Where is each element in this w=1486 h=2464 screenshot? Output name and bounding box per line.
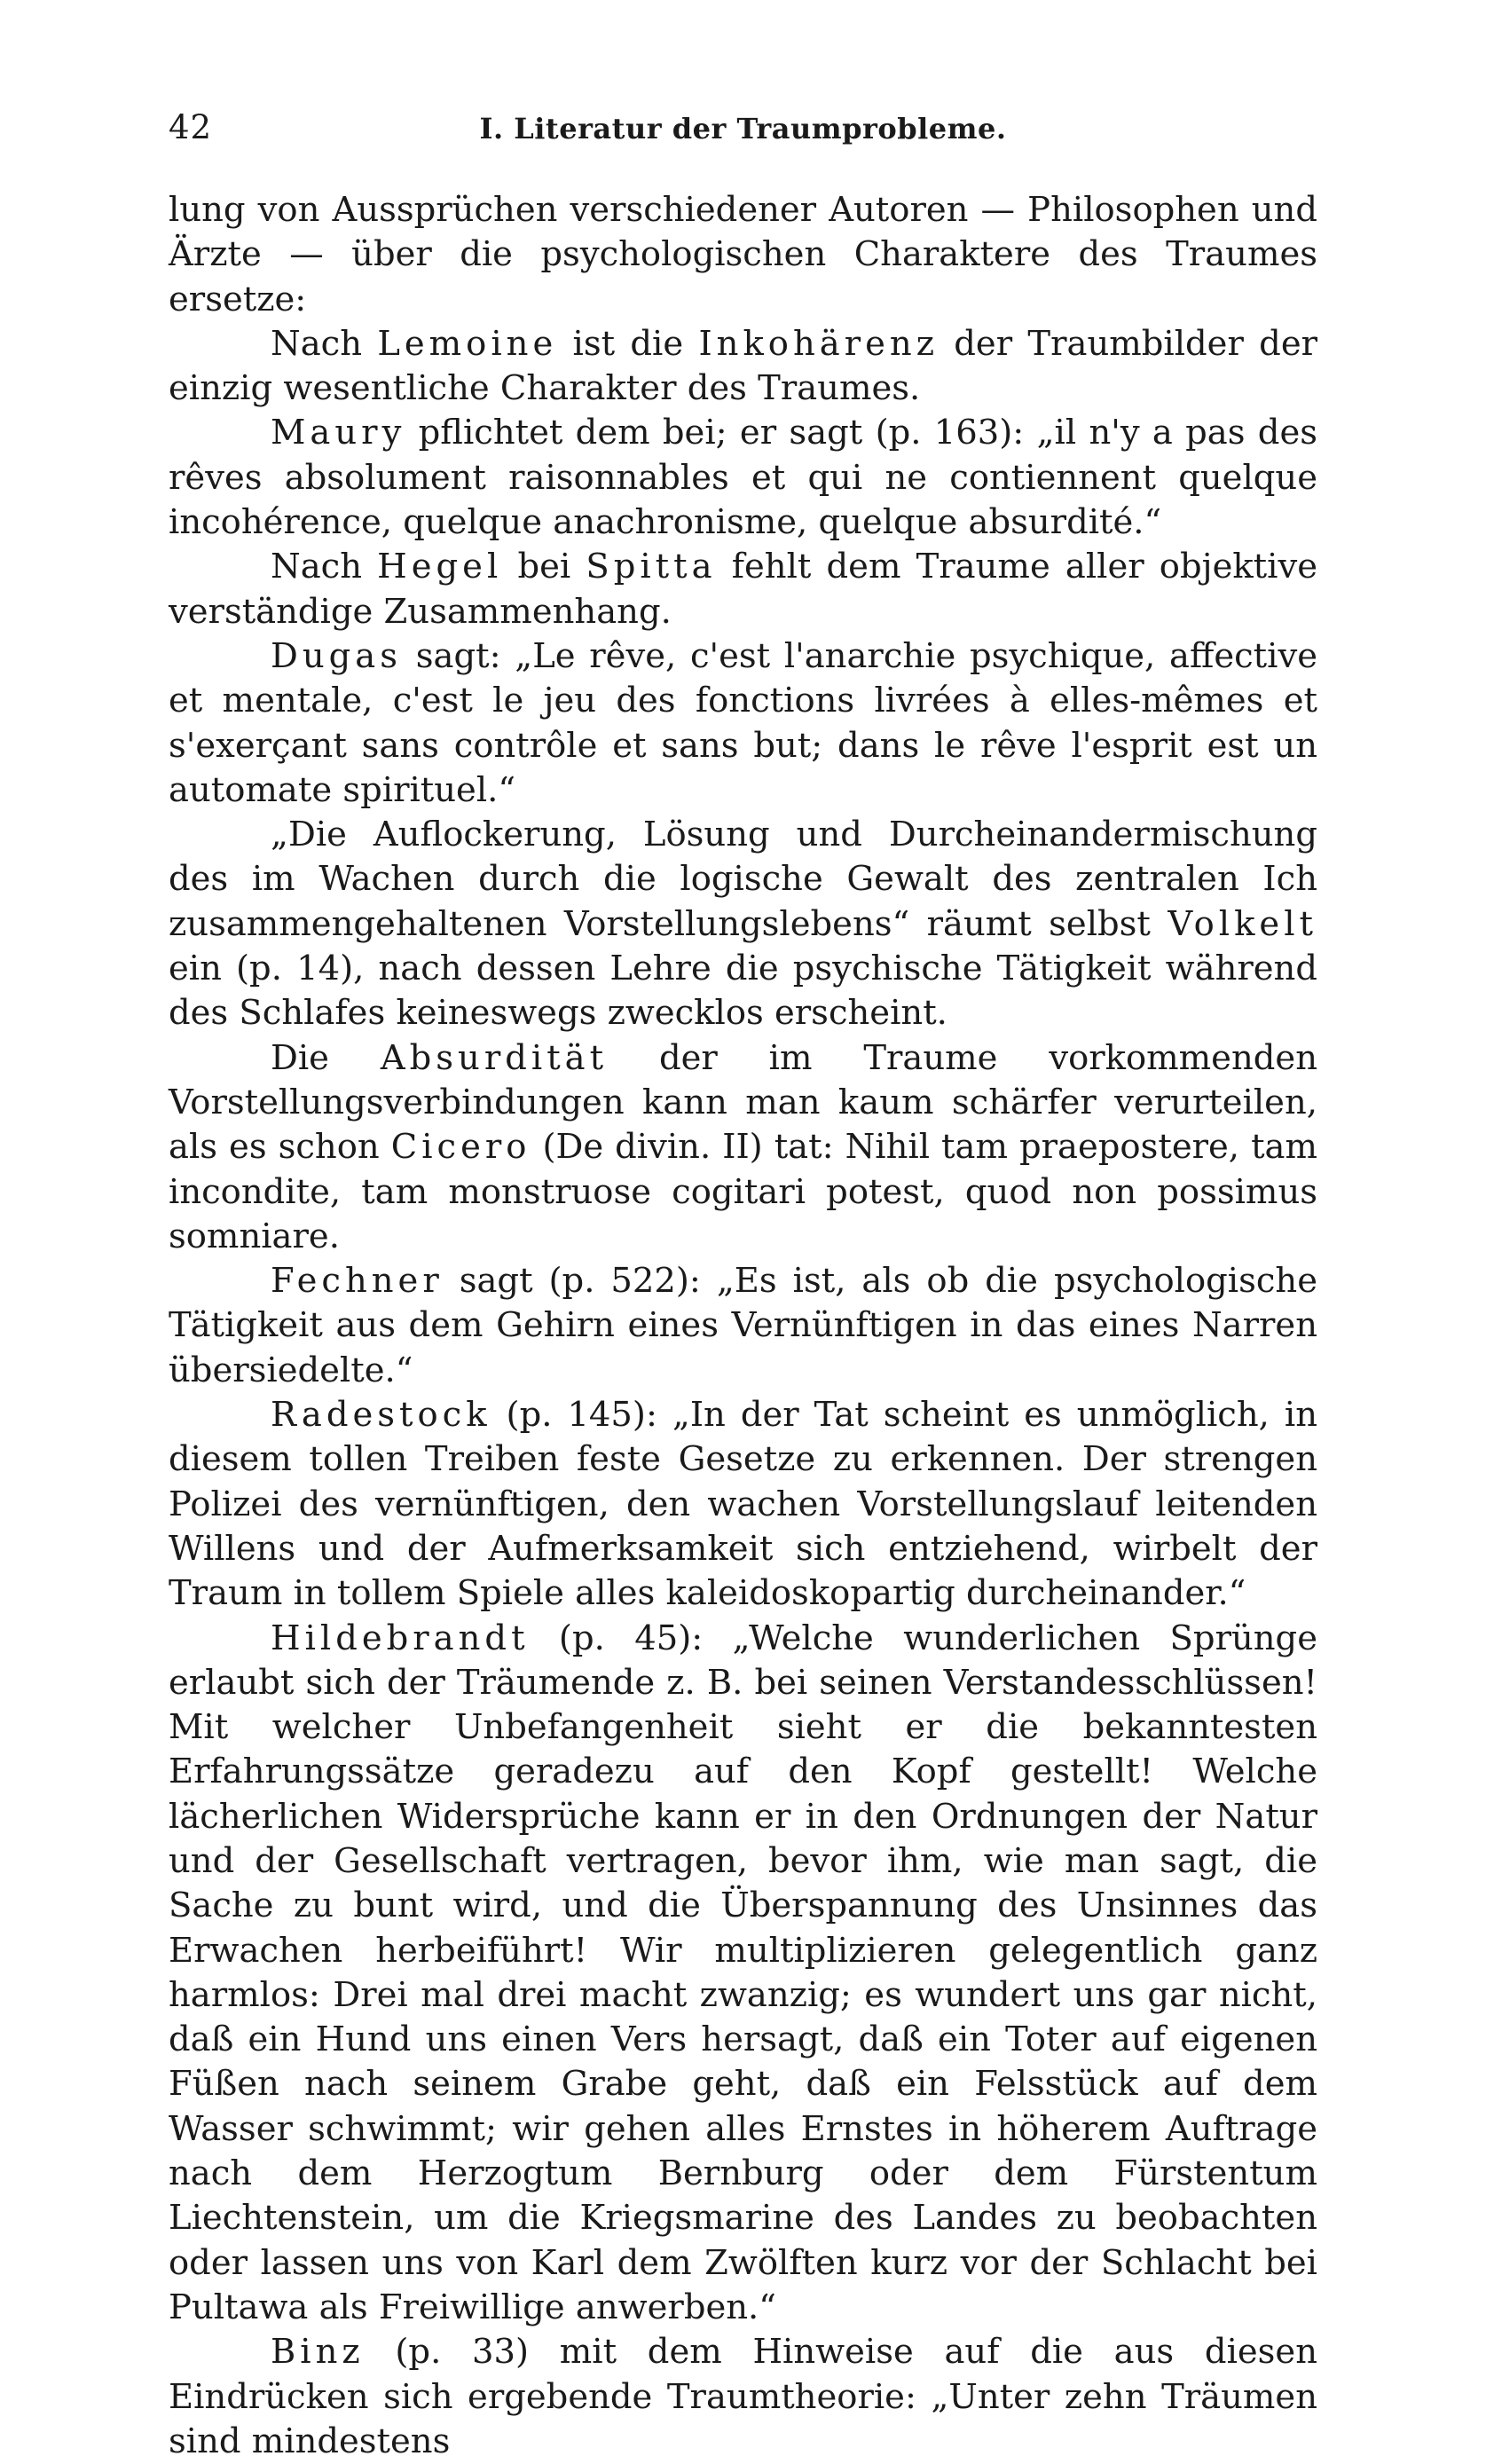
text-run: sagt (p. 522): „Es ist, als ob die psychologische Tätigkeit aus dem Gehirn eines Vernünftigen in das eines Narren übersiedelte.“ [169, 1261, 1317, 1390]
author-name: Maury [271, 413, 406, 453]
text-run: (p. 45): „Welche wunderlichen Sprünge erlaubt sich der Träumende z. B. bei seinen Verstandesschlüssen! Mit welcher Unbefangenheit sieht er die bekanntesten Erfahrungssätze geradezu auf den Kopf gestellt! Welche lächerlichen Widersprüche kann er in den Ordnungen der Natur und der Gesellschaft vertragen, bevor ihm, wie man sagt, die Sache zu bunt wird, und die Überspannung des Unsinnes das Erwachen herbeiführt! Wir multiplizieren gelegentlich ganz harmlos: Drei mal drei macht zwanzig; es wundert uns gar nicht, daß ein Hund uns einen Vers hersagt, daß ein Toter auf eigenen Füßen nach seinem Grabe geht, daß ein Felsstück auf dem Wasser schwimmt; wir gehen alles Ernstes in höherem Auftrage nach dem Herzogtum Bernburg oder dem Fürstentum Liechtenstein, um die Kriegsmarine des Landes zu beobachten oder lassen uns von Karl dem Zwölften kurz vor der Schlacht bei Pultawa als Freiwillige anwerben.“ [169, 1618, 1317, 2327]
author-name: Cicero [390, 1127, 531, 1168]
paragraph [169, 1036, 1317, 1259]
paragraph [169, 2330, 1317, 2464]
paragraph [169, 322, 1317, 412]
page-number: 42 [169, 108, 213, 146]
text-run: „Die Auflockerung, Lösung und Durcheinandermischung des im Wachen durch die logische Gewalt des zentralen Ich zusammengehaltenen Vorstellungslebens“ räumt selbst [169, 815, 1317, 944]
text-run: (p. 145): „In der Tat scheint es unmöglich, in diesem tollen Treiben feste Gesetze zu erkennen. Der strengen Polizei des vernünftigen, den wachen Vorstellungslauf leitenden Willens und der Aufmerksamkeit sich entziehend, wirbelt der Traum in tollem Spiele alles kaleidoskopartig durcheinander.“ [169, 1395, 1317, 1614]
text-run: Die [271, 1037, 381, 1078]
text-run: ein (p. 14), nach dessen Lehre die psychische Tätigkeit während des Schlafes keineswegs zwecklos erscheint. [169, 949, 1317, 1034]
author-name: Fechner [271, 1261, 444, 1302]
author-name: Inkohärenz [698, 323, 939, 364]
text-run: Nach [271, 547, 378, 587]
author-name: Hegel [377, 547, 503, 587]
text-run: Nach [271, 323, 378, 364]
paragraph [169, 1617, 1317, 2331]
paragraph [169, 813, 1317, 1035]
author-name: Volkelt [1168, 903, 1317, 944]
author-name: Dugas [271, 635, 403, 676]
text-run: der Traumbilder der einzig wesentliche Charakter des Traumes. [169, 323, 1318, 409]
text-run: (p. 33) mit dem Hinweise auf die aus diesen Eindrücken sich ergebende Traumtheorie: „Unter zehn Träumen sind mindestens [169, 2332, 1317, 2461]
running-head: I. Literatur der Traumprobleme. [479, 112, 1007, 146]
author-name: Radestock [271, 1395, 491, 1436]
author-name: Spitta [586, 547, 717, 587]
text-run: der im Traume vorkommenden Vorstellungsverbindungen kann man kaum schärfer verurteilen, als es schon [169, 1037, 1317, 1168]
paragraph [169, 1259, 1317, 1393]
author-name: Absurdität [380, 1037, 609, 1078]
body-text [169, 188, 1317, 2464]
text-run: lung von Aussprüchen verschiedener Autoren — Philosophen und Ärzte — über die psychologischen Charaktere des Traumes ersetze: [169, 190, 1317, 319]
paragraph [169, 634, 1317, 813]
author-name: Binz [271, 2332, 365, 2373]
text-run: (De divin. II) tat: Nihil tam praepostere, tam incondite, tam monstruose cogitari potest, quod non possimus somniare. [169, 1127, 1317, 1256]
page-header [169, 108, 1317, 161]
paragraph [169, 545, 1317, 634]
author-name: Hildebrandt [271, 1618, 530, 1658]
text-run: bei [502, 547, 586, 587]
text-run: sagt: „Le rêve, c'est l'anarchie psychique, affective et mentale, c'est le jeu des fonctions livrées à elles-mêmes et s'exerçant sans contrôle et sans but; dans le rêve l'esprit est un automate spirituel.“ [169, 635, 1317, 810]
paragraph [169, 188, 1317, 322]
text-run: fehlt dem Traume aller objektive verständige Zusammenhang. [169, 547, 1318, 632]
text-run: pflichtet dem bei; er sagt (p. 163): „il n'y a pas des rêves absolument raisonnables et qui ne contiennent quelque incohérence, quelque anachronisme, quelque absurdité.“ [169, 413, 1317, 543]
text-run: ist die [557, 323, 699, 364]
paragraph [169, 1393, 1317, 1616]
paragraph [169, 411, 1317, 545]
author-name: Lemoine [377, 323, 558, 364]
